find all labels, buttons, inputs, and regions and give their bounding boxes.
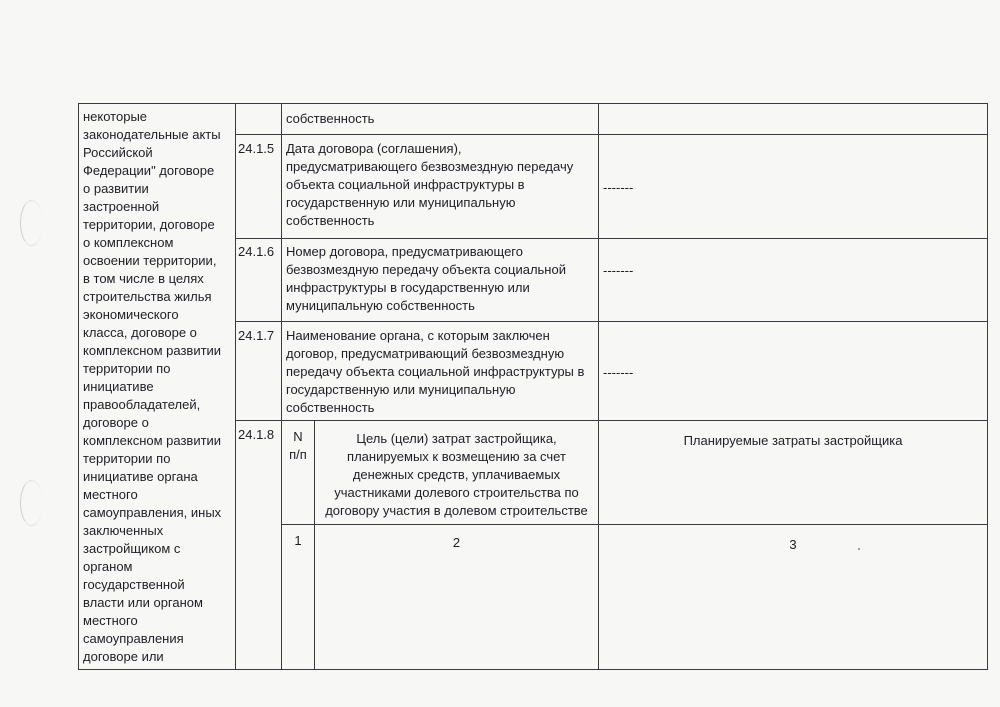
- subtable-col-index: 1: [294, 533, 302, 548]
- row-label: Номер договора, предусматривающего безвозмездную передачу объекта социальной инфраструктуры в государственную или муниципальную собственность: [286, 244, 566, 313]
- subtable-col-number-header: N п/п: [289, 429, 307, 462]
- row-value: -------: [603, 180, 634, 195]
- subtable-code: 24.1.8: [238, 427, 275, 442]
- subtable-col-purpose-header: Цель (цели) затрат застройщика, планируемых к возмещению за счет денежных средств, уплачиваемых участниками долевого строительства по договору участия в долевом строительстве: [325, 431, 588, 518]
- left-column-text: некоторые законодательные акты Российской Федерации" договоре о развитии застроенной территории, договоре о комплексном освоении территории, в том числе в целях строительства жилья экономического класса, договоре о комплексном развитии территории по инициативе правообладателей, договоре о комплексном развитии территории по инициативе органа местного самоуправления, иных заключенных застройщиком с органом государственной власти или органом местного самоуправления договоре или: [83, 109, 222, 664]
- subtable-col-index: 3: [789, 537, 797, 552]
- row-label: собственность: [286, 111, 375, 126]
- subtable-col-index: 2: [452, 535, 461, 550]
- row-code: 24.1.5: [238, 141, 275, 156]
- punch-hole-mark: [20, 200, 43, 246]
- row-label: Дата договора (соглашения), предусматривающего безвозмездную передачу объекта социальной инфраструктуры в государственную или муниципальную собственность: [286, 141, 574, 228]
- row-value: -------: [603, 365, 634, 380]
- punch-hole-mark: [20, 480, 43, 526]
- row-code: 24.1.7: [238, 328, 275, 343]
- row-value: -------: [603, 263, 634, 278]
- row-label: Наименование органа, с которым заключен договор, предусматривающий безвозмездную передачу объекта социальной инфраструктуры в государственную или муниципальную собственность: [286, 328, 585, 415]
- row-code: 24.1.6: [238, 244, 275, 259]
- subtable-col-costs-header: Планируемые затраты застройщика: [683, 433, 903, 448]
